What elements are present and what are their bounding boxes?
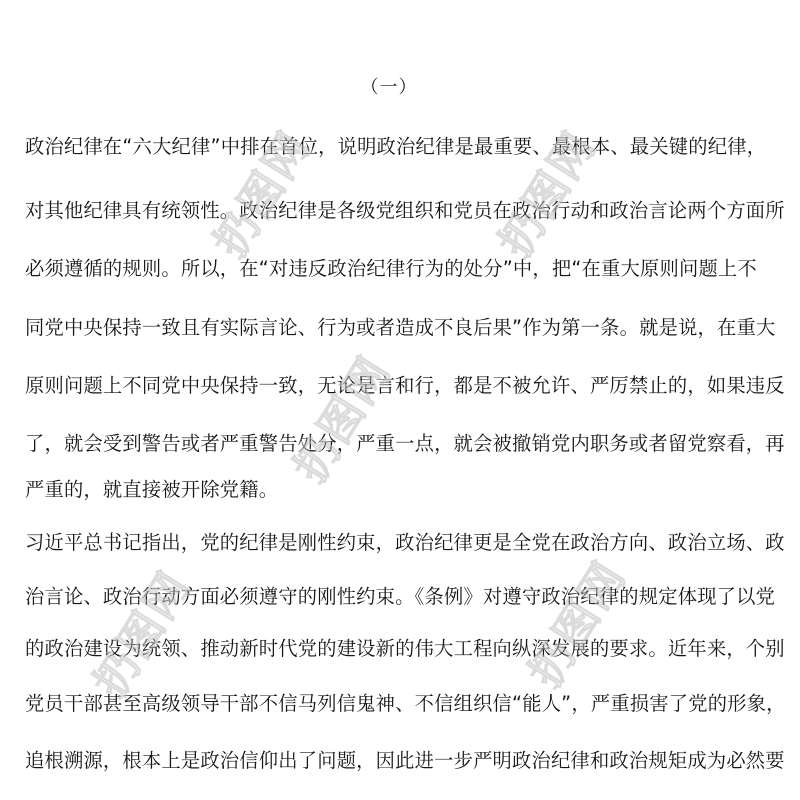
text-line: 政治纪律在“六大纪律”中排在首位，说明政治纪律是最重要、最根本、最关键的纪律， [25, 135, 767, 158]
text-line: 追根溯源，根本上是政治信仰出了问题，因此进一步严明政治纪律和政治规矩成为必然要 [25, 749, 785, 772]
text-line: 治言论、政治行动方面必须遵守的刚性约束。《条例》对遵守政治纪律的规定体现了以党 [25, 585, 776, 608]
text-line: 党员干部甚至高级领导干部不信马列信鬼神、不信组织信“能人”，严重损害了党的形象， [25, 692, 786, 715]
text-line: 原则问题上不同党中央保持一致，无论是言和行，都是不被允许、严厉禁止的，如果违反 [25, 374, 785, 397]
text-line: 习近平总书记指出，党的纪律是刚性约束，政治纪律更是全党在政治方向、政治立场、政 [25, 531, 785, 554]
watermark-text: 扔图网 [84, 562, 202, 707]
watermark-text: 扔图网 [284, 347, 402, 492]
text-line: 严重的，就直接被开除党籍。 [25, 478, 279, 501]
section-heading: （一） [360, 77, 418, 98]
watermark-text: 扔图网 [489, 122, 607, 267]
text-line: 了，就会受到警告或者严重警告处分，严重一点，就会被撤销党内职务或者留党察看，再 [25, 432, 785, 455]
watermark-text: 扔图网 [204, 122, 322, 267]
watermark-text: 扔图网 [519, 552, 637, 697]
text-line: 同党中央保持一致且有实际言论、行为或者造成不良后果”作为第一条。就是说，在重大 [25, 316, 776, 339]
text-line: 必须遵循的规则。所以，在“对违反政治纪律行为的处分”中，把“在重大原则问题上不 [25, 257, 757, 280]
text-line: 对其他纪律具有统领性。政治纪律是各级党组织和党员在政治行动和政治言论两个方面所 [25, 199, 785, 222]
text-line: 的政治建设为统领、推动新时代党的建设新的伟大工程向纵深发展的要求。近年来，个别 [25, 637, 785, 660]
